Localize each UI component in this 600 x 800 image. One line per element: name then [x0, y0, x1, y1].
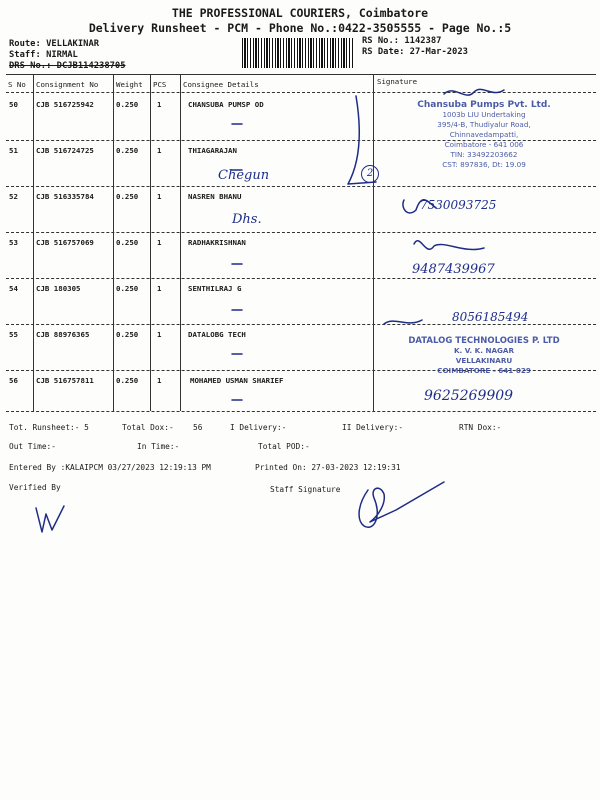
total-pod: Total POD:- — [258, 442, 310, 451]
row-weight: 0.250 — [116, 100, 139, 109]
row-consignee: DATALOBG TECH — [188, 330, 246, 339]
stamp-line: VELLAKINARU — [455, 356, 513, 365]
handwritten-phone-row52: 7530093725 — [420, 198, 497, 212]
row-sno: 51 — [9, 146, 18, 155]
table-top-line — [6, 74, 596, 75]
company-title: THE PROFESSIONAL COURIERS, Coimbatore — [171, 6, 429, 20]
entered-by: Entered By :KALAIPCM 03/27/2023 12:19:13 PM — [9, 463, 211, 472]
rtn-dox: RTN Dox:- — [459, 423, 502, 432]
col-header-consignee: Consignee Details — [183, 80, 259, 89]
stamp-line: DATALOG TECHNOLOGIES P. LTD — [408, 336, 560, 346]
stamp-line: 1003b LIU Undertaking — [442, 110, 526, 119]
row-sno: 54 — [9, 284, 18, 293]
rs-number: RS No.: 1142387 — [362, 36, 442, 46]
i-delivery: I Delivery:- — [230, 423, 287, 432]
row-consignee: CHANSUBA PUMSP OD — [188, 100, 264, 109]
column-divider — [33, 74, 34, 411]
row-consignment: CJB 516757069 — [36, 238, 94, 247]
stamp-line: COIMBATORE - 641 029 — [437, 366, 531, 375]
row-weight: 0.250 — [116, 284, 139, 293]
handwritten-note-row52: Dhs. — [232, 212, 262, 227]
row-weight: 0.250 — [116, 238, 139, 247]
row-weight: 0.250 — [116, 330, 139, 339]
total-runsheet: Tot. Runsheet:- 5 — [9, 423, 89, 432]
consignee-ink-marks — [180, 92, 380, 412]
row-consignee: MOHAMED USMAN SHARIEF — [190, 376, 284, 385]
stamp-line: Chinnavedampatti, — [449, 130, 519, 139]
rs-date: RS Date: 27-Mar-2023 — [362, 47, 468, 57]
staff-signature-mark — [350, 480, 450, 535]
row-consignment: CJB 516725942 — [36, 100, 94, 109]
total-dox-value: 56 — [193, 423, 203, 432]
row-pcs: 1 — [157, 100, 162, 109]
row-sno: 52 — [9, 192, 18, 201]
row-sno: 55 — [9, 330, 18, 339]
row-pcs: 1 — [157, 330, 162, 339]
verifier-signature — [30, 500, 80, 540]
row-pcs: 1 — [157, 192, 162, 201]
col-header-signature: Signature — [377, 77, 418, 86]
row-consignee: SENTHILRAJ G — [188, 284, 242, 293]
row-consignment: CJB 516335784 — [36, 192, 94, 201]
row-consignee: THIAGARAJAN — [188, 146, 237, 155]
stamp-line: 395/4-B, Thudiyalur Road, — [437, 120, 531, 129]
column-divider — [150, 74, 151, 411]
row-pcs: 1 — [157, 238, 162, 247]
row-sno: 50 — [9, 100, 18, 109]
row-sno: 53 — [9, 238, 18, 247]
row-pcs: 1 — [157, 376, 162, 385]
drs-number: DRS No.: DCJB114238705 — [9, 61, 126, 71]
datalog-stamp — [376, 336, 592, 376]
row-weight: 0.250 — [116, 146, 139, 155]
row-sno: 56 — [9, 376, 18, 385]
row-pcs: 1 — [157, 146, 162, 155]
stamp-line: TIN: 33492203662 — [450, 150, 518, 159]
handwritten-phone-row55: 8056185494 — [452, 310, 529, 324]
runsheet-subtitle: Delivery Runsheet - PCM - Phone No.:0422-3505555 - Page No.:5 — [88, 21, 512, 35]
handwritten-phone-row56: 9625269909 — [424, 388, 514, 404]
col-header-pcs: PCS — [153, 80, 167, 89]
stamp-line: K. V. K. NAGAR — [453, 346, 515, 355]
ii-delivery: II Delivery:- — [342, 423, 404, 432]
col-header-sno: S No — [8, 80, 26, 89]
staff-signature-label: Staff Signature — [270, 485, 341, 494]
row-consignment: CJB 88976365 — [36, 330, 90, 339]
row-consignment: CJB 516757811 — [36, 376, 94, 385]
col-header-consignment: Consignment No — [36, 80, 99, 89]
staff-label: Staff: NIRMAL — [9, 50, 78, 60]
row-consignee: RADHAKRISHNAN — [188, 238, 246, 247]
handwritten-phone-row53: 9487439967 — [412, 262, 495, 277]
stamp-line: Chansuba Pumps Pvt. Ltd. — [417, 100, 551, 110]
total-dox-label: Total Dox:- — [122, 423, 174, 432]
row-consignee: NASREN BHANU — [188, 192, 242, 201]
barcode — [242, 38, 354, 68]
in-time: In Time:- — [137, 442, 180, 451]
stamp-number-badge: 2 — [361, 165, 379, 183]
row-weight: 0.250 — [116, 376, 139, 385]
col-header-weight: Weight — [116, 80, 143, 89]
column-divider — [113, 74, 114, 411]
row-pcs: 1 — [157, 284, 162, 293]
row-consignment: CJB 180305 — [36, 284, 81, 293]
out-time: Out Time:- — [9, 442, 56, 451]
row-weight: 0.250 — [116, 192, 139, 201]
stamp-line: Coimbatore - 641 006 — [444, 140, 524, 149]
handwritten-note-row51: Chegun — [218, 168, 270, 183]
verified-by-label: Verified By — [9, 483, 61, 492]
stamp-line: CST: 897836, Dt: 19.09 — [442, 160, 526, 169]
route-label: Route: VELLAKINAR — [9, 39, 100, 49]
printed-on: Printed On: 27-03-2023 12:19:31 — [255, 463, 401, 472]
chansuba-stamp — [378, 100, 590, 170]
row-consignment: CJB 516724725 — [36, 146, 94, 155]
